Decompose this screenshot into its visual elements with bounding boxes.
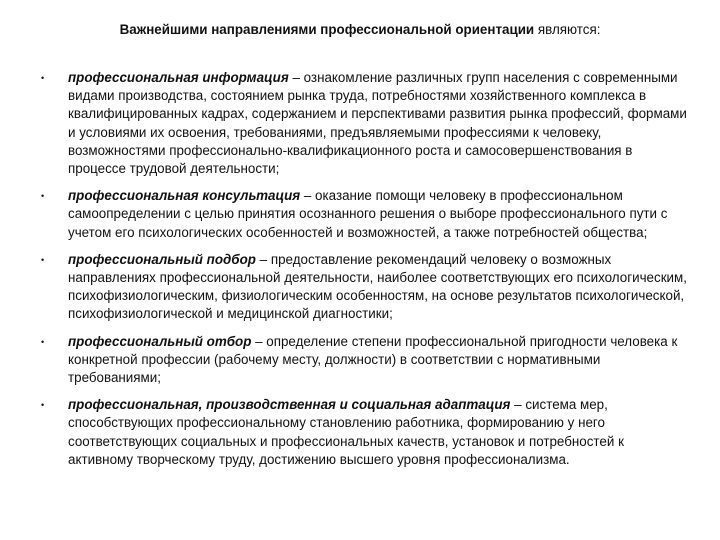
- item-term: профессиональная информация: [68, 70, 289, 85]
- list-item-professional-adaptation: [41, 396, 690, 469]
- bullet-icon: •: [41, 336, 45, 347]
- item-description: – оказание помощи человеку в профессиональном самоопределении с целью принятия осознанного решения о выборе профессионального пути с учетом его психологических особенностей и возможностей, а также потребностей общества;: [68, 188, 668, 240]
- list-item-professional-selection: [41, 251, 690, 324]
- item-description: – предоставление рекомендаций человеку о возможных направлениях профессиональной деятельности, наиболее соответствующих его психологическим, психофизиологическим, физиологическим особенностям, на основе результатов психологической, психофизиологической и медицинской диагностики;: [68, 251, 687, 322]
- bullet-icon: •: [41, 254, 45, 265]
- item-term: профессиональный подбор: [68, 251, 256, 267]
- item-term: профессиональная консультация: [68, 188, 301, 204]
- list-item-professional-screening: [41, 333, 690, 388]
- slide-heading: [0, 20, 720, 39]
- list-item-professional-consultation: [41, 187, 690, 242]
- item-description: – система мер, способствующих профессиональному становлению работника, формированию у него соответствующих социальных и профессиональных качеств, установок и потребностей к активному творческому труду, достижению высшего уровня профессионализма.: [68, 397, 624, 467]
- list-item-professional-information: [41, 69, 690, 178]
- heading-tail: являются:: [534, 22, 601, 37]
- heading-bold-part: Важнейшими направлениями профессиональной ориентации: [119, 22, 535, 37]
- item-description: – определение степени профессиональной пригодности человека к конкретной профессии (рабочему месту, должности) в соответствии с нормативными требованиями;: [68, 333, 678, 386]
- bullet-icon: •: [41, 73, 45, 83]
- item-term: профессиональная, производственная и социальная адаптация: [68, 397, 511, 413]
- item-term: профессиональный отбор: [68, 333, 252, 349]
- item-description: – ознакомление различных групп населения с современными видами производства, состоянием рынка труда, потребностями хозяйственного комплекса в квалифицированных кадрах, содержанием и перспективами развития рынка профессий, формами и условиями их освоения, требованиями, предъявляемыми профессиями к человеку, возможностями профессионально-квалификационного роста и самосовершенствования в процессе трудовой деятельности;: [68, 70, 687, 177]
- bullet-icon: •: [41, 400, 45, 411]
- bullet-icon: •: [41, 191, 45, 202]
- directions-list: [41, 69, 690, 478]
